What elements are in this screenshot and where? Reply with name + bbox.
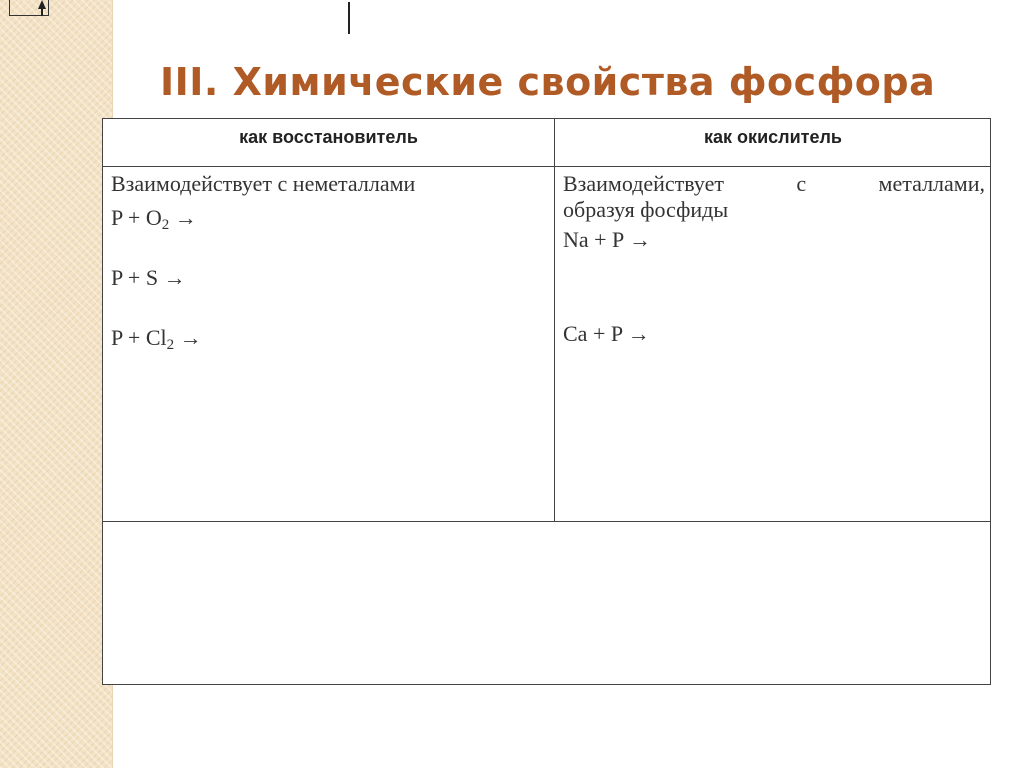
corner-marker-icon	[9, 0, 49, 16]
oxidizer-cell	[563, 171, 985, 347]
column-header-oxidizer: как окислитель	[704, 127, 842, 147]
text-cursor-mark	[348, 2, 350, 34]
reaction-p-cl2: $P + Cl_2$ →	[111, 325, 202, 353]
table-divider	[103, 166, 990, 167]
reaction-ca-p: Ca + P →	[563, 321, 650, 346]
reducer-description: Взаимодействует с неметаллами	[111, 171, 416, 196]
reaction-p-o2: $P + O_2$ →	[111, 205, 197, 233]
page-title: III. Химические свойства фосфора	[160, 60, 936, 104]
reducer-cell	[111, 171, 547, 351]
reaction-p-s: P + S →	[111, 265, 186, 290]
table-column-divider	[554, 119, 555, 522]
oxidizer-description-line1: Взаимодействует с металлами,	[563, 171, 985, 196]
column-header-reducer: как восстановитель	[239, 127, 418, 147]
reaction-na-p: Na + P →	[563, 227, 651, 252]
decorative-side-strip	[0, 0, 113, 768]
properties-table	[102, 118, 991, 685]
oxidizer-description-line2: образуя фосфиды	[563, 197, 729, 222]
table-divider	[103, 521, 990, 522]
